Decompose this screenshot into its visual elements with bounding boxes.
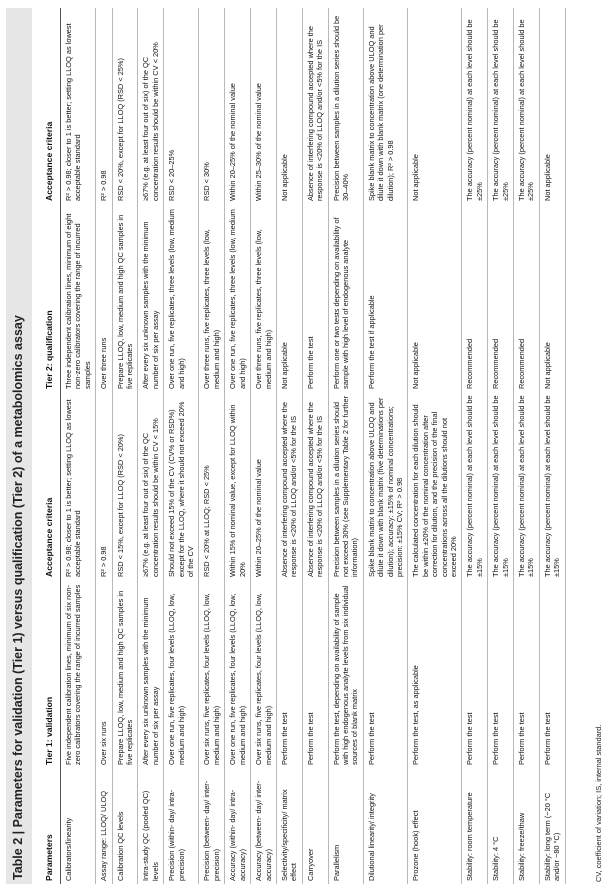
tier1-cell: Five independent calibration lines, minimum of six non-zero calibrators covering the range of incurred samples <box>61 580 96 768</box>
tier2-criteria-cell: ≥67% (e.g. at least four out of six) of the QC concentration results should be within CV < 20% <box>138 8 164 204</box>
tier2-cell: Not applicable <box>408 204 462 392</box>
tier2-cell: Perform the test <box>302 204 328 392</box>
table-row <box>96 8 112 884</box>
parameter-cell: Selectivity/specificity/ matrix effect <box>276 768 302 884</box>
footnote: CV, coefficient of variation; IS, internal standard. <box>594 724 603 882</box>
parameter-cell: Assay range: LLOQ/ ULOQ <box>96 768 112 884</box>
tier2-criteria-cell: R² > 0.98 <box>96 8 112 204</box>
parameter-cell: Prozone (hook) effect <box>408 768 462 884</box>
tier2-cell: Three independent calibration lines, minimum of eight non-zero calibrators covering the range of incurred samples <box>61 204 96 392</box>
tier2-cell: Over three runs, five replicates, three levels (low, medium and high) <box>251 204 277 392</box>
tier2-criteria-cell: Not applicable <box>539 8 565 204</box>
table-row <box>276 8 302 884</box>
table-header-row <box>40 8 61 884</box>
tier2-cell: Perform the test if applicable <box>363 204 408 392</box>
tier2-cell: Recommended <box>488 204 514 392</box>
table-row <box>199 8 225 884</box>
tier1-criteria-cell: Spike blank matrix to concentration above ULOQ and dilute it down with blank matrix (five determinations per dilution); accuracy: ±15% of nominal concentrations; precision: ±15% CV; R² > 0.98 <box>363 392 408 580</box>
tier2-criteria-cell: The accuracy (percent nominal) at each level should be ±25% <box>462 8 488 204</box>
tier2-cell: Prepare LLOQ, low, medium and high QC samples in five replicates <box>112 204 138 392</box>
tier1-cell: Perform the test, depending on availability of sample with high endogenous analyte levels from six individual sources of blank matrix <box>328 580 363 768</box>
parameter-cell: Calibrators/linearity <box>61 768 96 884</box>
tier1-cell: Over six runs, five replicates, four levels (LLOQ, low, medium and high) <box>199 580 225 768</box>
tier1-criteria-cell: The accuracy (percent nominal) at each level should be ±15% <box>462 392 488 580</box>
tier1-criteria-cell: RSD < 15%, except for LLOQ (RSD < 20%) <box>112 392 138 580</box>
table-row <box>302 8 328 884</box>
tier2-criteria-cell: RSD < 30% <box>199 8 225 204</box>
tier2-criteria-cell: Within 25–30% of the nominal value <box>251 8 277 204</box>
tier1-cell: Over one run, five replicates, four levels (LLOQ, low, medium and high) <box>164 580 199 768</box>
tier1-criteria-cell: The accuracy (percent nominal) at each level should be ±15% <box>514 392 540 580</box>
tier2-criteria-cell: The accuracy (percent nominal) at each level should be ±25% <box>488 8 514 204</box>
parameter-cell: Stability: freeze/thaw <box>514 768 540 884</box>
table-row <box>112 8 138 884</box>
tier2-criteria-cell: Not applicable <box>276 8 302 204</box>
tier2-criteria-cell: Absence of interfering compound accepted where the response is <20% of LLOQ and/or <5% for the IS <box>302 8 328 204</box>
table-row <box>514 8 540 884</box>
tier1-criteria-cell: Should not exceed 15% of the CV (CV% or RSD%) except for the LLOQ, where it should not exceed 20% of the CV <box>164 392 199 580</box>
tier1-cell: Over six runs <box>96 580 112 768</box>
parameter-cell: Carryover <box>302 768 328 884</box>
table-row <box>61 8 96 884</box>
parameter-cell: Stability: long term (−20 °C and/or −80 °C) <box>539 768 565 884</box>
tier1-criteria-cell: The accuracy (percent nominal) at each level should be ±15% <box>539 392 565 580</box>
tier1-cell: Perform the test, as applicable <box>408 580 462 768</box>
tier2-criteria-cell: R² > 0.98; closer to 1 is better; setting LLOQ as lowest acceptable standard <box>61 8 96 204</box>
table-row <box>138 8 164 884</box>
tier2-cell: Over one run, five replicates, three levels (low, medium and high) <box>164 204 199 392</box>
tier2-cell: Perform one or two tests depending on availability of sample with high level of endogenous analyte <box>328 204 363 392</box>
parameter-cell: Accuracy (within- day/ intra-accuracy) <box>225 768 251 884</box>
tier2-criteria-cell: RSD < 20–25% <box>164 8 199 204</box>
tier2-cell: Over three runs, five replicates, three levels (low, medium and high) <box>199 204 225 392</box>
table-row <box>225 8 251 884</box>
parameter-cell: Dilutional linearity/ integrity <box>363 768 408 884</box>
parameter-cell: Calibration QC levels <box>112 768 138 884</box>
tier1-cell: Perform the test <box>539 580 565 768</box>
parameter-cell: Precision (within- day/ intra-precision) <box>164 768 199 884</box>
tier2-cell: Recommended <box>514 204 540 392</box>
tier2-cell: Over one run, five replicates, three levels (low, medium and high) <box>225 204 251 392</box>
header-tier1: Tier 1: validation <box>40 580 61 768</box>
tier1-cell: Perform the test <box>363 580 408 768</box>
parameter-cell: Stability: room temperature <box>462 768 488 884</box>
header-tier2-criteria: Acceptance criteria <box>40 8 61 204</box>
tier2-criteria-cell: Precision between samples in a dilution series should be 30–40% <box>328 8 363 204</box>
table-row <box>251 8 277 884</box>
parameter-cell: Intra-study QC (pooled QC) levels <box>138 768 164 884</box>
table-row <box>363 8 408 884</box>
parameters-table <box>40 8 566 884</box>
tier2-cell: Recommended <box>462 204 488 392</box>
parameter-cell: Precision (between- day/ inter-precision) <box>199 768 225 884</box>
tier1-criteria-cell: R² > 0.98; closer to 1 is better; setting LLOQ as lowest acceptable standard <box>61 392 96 580</box>
tier1-cell: Perform the test <box>488 580 514 768</box>
table-title: Table 2 | Parameters for validation (Tier 1) versus qualification (Tier 2) of a metabolomics assay <box>11 315 25 880</box>
parameter-cell: Accuracy (between- day/ inter-accuracy) <box>251 768 277 884</box>
tier2-criteria-cell: RSD < 20%, except for LLOQ (RSD < 25%) <box>112 8 138 204</box>
tier1-criteria-cell: Within 20–25% of the nominal value <box>251 392 277 580</box>
tier1-criteria-cell: Absence of interfering compound accepted where the response is <20% of LLOQ and/or <5% for the IS <box>276 392 302 580</box>
table-row <box>408 8 462 884</box>
parameter-cell: Stability: 4 °C <box>488 768 514 884</box>
tier2-criteria-cell: The accuracy (percent nominal) at each level should be ±25% <box>514 8 540 204</box>
tier1-criteria-cell: Within 15% of nominal value, except for LLOQ within 20% <box>225 392 251 580</box>
parameter-cell: Parallelism <box>328 768 363 884</box>
tier1-cell: Prepare LLOQ, low, medium and high QC samples in five replicates <box>112 580 138 768</box>
table-row <box>462 8 488 884</box>
tier2-criteria-cell: Within 20–25% of the nominal value <box>225 8 251 204</box>
tier1-cell: After every six unknown samples with the minimum number of six per assay <box>138 580 164 768</box>
tier2-cell: Not applicable <box>539 204 565 392</box>
tier1-cell: Perform the test <box>462 580 488 768</box>
tier1-cell: Perform the test <box>514 580 540 768</box>
tier1-cell: Over one run, five replicates, four levels (LLOQ, low, medium and high) <box>225 580 251 768</box>
tier1-cell: Perform the test <box>276 580 302 768</box>
tier2-criteria-cell: Not applicable <box>408 8 462 204</box>
table-row <box>488 8 514 884</box>
tier1-criteria-cell: The calculated concentration for each dilution should be within ±20% of the nominal concentration after correction for dilution, and the precision of the final concentrations across all the dilutions should not exceed 20% <box>408 392 462 580</box>
tier1-criteria-cell: The accuracy (percent nominal) at each level should be ±15% <box>488 392 514 580</box>
tier1-cell: Over six runs, five replicates, four levels (LLOQ, low, medium and high) <box>251 580 277 768</box>
header-tier1-criteria: Acceptance criteria <box>40 392 61 580</box>
table-row <box>164 8 199 884</box>
title-bar <box>6 8 32 884</box>
table-body <box>61 8 566 884</box>
tier1-criteria-cell: R² > 0.98 <box>96 392 112 580</box>
tier1-cell: Perform the test <box>302 580 328 768</box>
table-row <box>539 8 565 884</box>
tier1-criteria-cell: ≥67% (e.g. at least four out of six) of the QC concentration results should be within CV < 15% <box>138 392 164 580</box>
tier2-criteria-cell: Spike blank matrix to concentration above ULOQ and dilute it down with blank matrix (one determination per dilution); R² > 0.98 <box>363 8 408 204</box>
header-parameters: Parameters <box>40 768 61 884</box>
tier2-cell: After every six unknown samples with the minimum number of six per assay <box>138 204 164 392</box>
tier1-criteria-cell: Absence of interfering compound accepted where the response is <20% of LLOQ and/or <5% for the IS <box>302 392 328 580</box>
header-tier2: Tier 2: qualification <box>40 204 61 392</box>
tier1-criteria-cell: RSD < 20% at LLOQ; RSD < 25% <box>199 392 225 580</box>
tier1-criteria-cell: Precision between samples in a dilution series should not exceed 30% (see Supplementary Table 2 for further information) <box>328 392 363 580</box>
tier2-cell: Not applicable <box>276 204 302 392</box>
tier2-cell: Over three runs <box>96 204 112 392</box>
table-row <box>328 8 363 884</box>
